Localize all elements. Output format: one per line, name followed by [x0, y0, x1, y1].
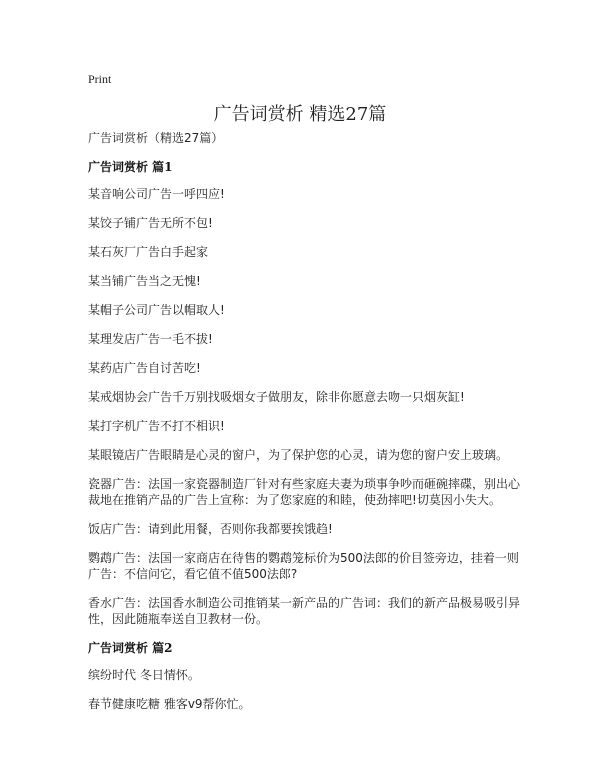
intro-text: 广告词赏析（精选27篇） [88, 131, 224, 145]
ad-paragraph: 某戒烟协会广告千万别找吸烟女子做朋友，除非你愿意去吻一只烟灰缸! [88, 390, 465, 404]
print-link[interactable]: Print [88, 72, 112, 86]
ad-paragraph: 饭店广告：请到此用餐，否则你我都要挨饿趋! [88, 522, 333, 536]
ad-paragraph: 某打字机广告不打不相识! [88, 419, 225, 433]
ad-paragraph: 某饺子铺广告无所不包! [88, 216, 213, 230]
ad-paragraph: 某音响公司广告一呼四应! [88, 187, 225, 201]
ad-paragraph: 缤纷时代 冬日情怀。 [88, 668, 200, 682]
ad-paragraph: 某石灰厂广告白手起家 [88, 245, 209, 259]
ad-paragraph: 春节健康吃糖 雅客v9帮你忙。 [88, 697, 251, 711]
ad-paragraph: 某理发店广告一毛不拔! [88, 332, 213, 346]
ad-paragraph: 某药店广告自讨苦吃! [88, 361, 201, 375]
ad-paragraph: 某眼镜店广告眼睛是心灵的窗户，为了保护您的心灵，请为您的窗户安上玻璃。 [88, 448, 509, 462]
ad-paragraph: 瓷器广告：法国一家瓷器制造厂针对有些家庭夫妻为琐事争吵而砸碗摔碟，别出心裁地在推销产品的广告上宣称：为了您家庭的和睦，使劲摔吧!切莫因小失大。 [88, 477, 521, 507]
ad-paragraph: 香水广告：法国香水制造公司推销某一新产品的广告词：我们的新产品极易吸引异性，因此随瓶奉送自卫教材一份。 [88, 596, 521, 626]
ad-paragraph: 鹦鹉广告：法国一家商店在待售的鹦鹉笼标价为500法郎的价目签旁边，挂着一则广告：不信问它，看它值不值500法郎? [88, 551, 519, 581]
section-heading-1: 广告词赏析 篇1 [88, 160, 173, 174]
ad-paragraph: 某帽子公司广告以帽取人! [88, 303, 225, 317]
page-title: 广告词赏析 精选27篇 [213, 104, 387, 125]
ad-paragraph: 某当铺广告当之无愧! [88, 274, 201, 288]
section-heading-2: 广告词赏析 篇2 [88, 641, 173, 655]
article-body [88, 130, 528, 725]
